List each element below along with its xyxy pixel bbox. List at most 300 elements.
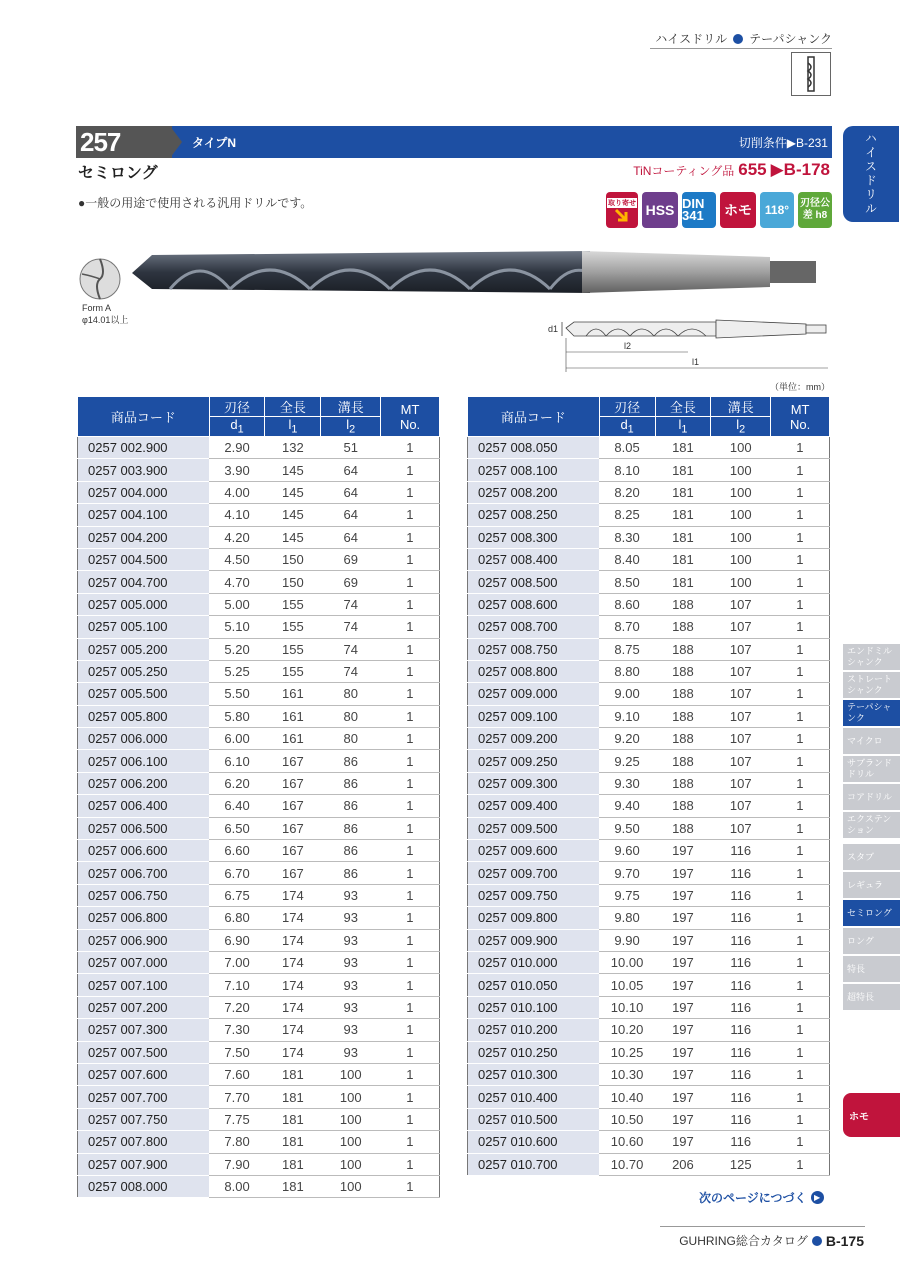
next-page-link[interactable] xyxy=(699,1189,824,1206)
total-length-cell: 197 xyxy=(655,1131,711,1153)
table-row xyxy=(78,504,440,526)
product-code-cell: 0257 010.500 xyxy=(468,1108,600,1130)
total-length-cell: 155 xyxy=(265,638,321,660)
table-row xyxy=(78,437,440,459)
table-row xyxy=(468,459,830,481)
breadcrumb-section: ハイスドリル xyxy=(655,32,728,46)
total-length-cell: 197 xyxy=(655,1041,711,1063)
total-length-cell: 197 xyxy=(655,1108,711,1130)
table-row xyxy=(78,1131,440,1153)
flute-length-cell: 107 xyxy=(711,616,771,638)
footer-divider xyxy=(660,1226,865,1227)
product-code-cell: 0257 006.100 xyxy=(78,750,210,772)
table-row xyxy=(78,638,440,660)
diameter-cell: 9.00 xyxy=(599,683,655,705)
flute-length-cell: 93 xyxy=(321,1041,381,1063)
form-name: Form A xyxy=(82,303,112,313)
total-length-cell: 181 xyxy=(655,526,711,548)
product-code-cell: 0257 004.200 xyxy=(78,526,210,548)
form-range: φ14.01以上 xyxy=(82,315,129,325)
mt-no-cell: 1 xyxy=(771,750,830,772)
product-code-cell: 0257 005.200 xyxy=(78,638,210,660)
total-length-cell: 174 xyxy=(265,951,321,973)
diameter-cell: 8.10 xyxy=(599,459,655,481)
total-length-cell: 155 xyxy=(265,593,321,615)
diameter-cell: 7.00 xyxy=(209,951,265,973)
table-row xyxy=(468,660,830,682)
side-menu-item[interactable]: ストレートシャンク xyxy=(843,672,900,698)
product-code-cell: 0257 009.750 xyxy=(468,884,600,906)
diameter-cell: 5.00 xyxy=(209,593,265,615)
table-row xyxy=(468,795,830,817)
table-row xyxy=(78,616,440,638)
diameter-cell: 9.80 xyxy=(599,907,655,929)
diameter-cell: 8.50 xyxy=(599,571,655,593)
tin-coating-note[interactable] xyxy=(633,160,830,180)
side-menu-item[interactable]: マイクロ xyxy=(843,728,900,754)
flute-length-cell: 116 xyxy=(711,907,771,929)
product-code-cell: 0257 006.000 xyxy=(78,728,210,750)
table-row xyxy=(78,728,440,750)
total-length-cell: 188 xyxy=(655,817,711,839)
product-code-cell: 0257 006.900 xyxy=(78,929,210,951)
diameter-cell: 7.75 xyxy=(209,1108,265,1130)
spec-table-right xyxy=(467,396,830,1176)
next-page-label: 次のページにつづく xyxy=(699,1191,807,1205)
side-tab-hss-drill[interactable]: ハイスドリル xyxy=(843,126,899,222)
total-length-cell: 181 xyxy=(655,548,711,570)
side-menu-item[interactable]: サブランドドリル xyxy=(843,756,900,782)
diameter-cell: 6.90 xyxy=(209,929,265,951)
table-row xyxy=(78,548,440,570)
total-length-cell: 188 xyxy=(655,616,711,638)
product-code-cell: 0257 008.750 xyxy=(468,638,600,660)
flute-length-cell: 93 xyxy=(321,974,381,996)
flute-length-cell: 100 xyxy=(321,1175,381,1197)
flute-length-cell: 100 xyxy=(321,1086,381,1108)
product-code-cell: 0257 008.300 xyxy=(468,526,600,548)
mt-no-cell: 1 xyxy=(381,526,440,548)
mt-no-cell: 1 xyxy=(381,548,440,570)
product-code-cell: 0257 007.200 xyxy=(78,996,210,1018)
flute-length-cell: 116 xyxy=(711,1041,771,1063)
total-length-cell: 181 xyxy=(265,1086,321,1108)
table-row xyxy=(468,974,830,996)
mt-no-cell: 1 xyxy=(771,795,830,817)
product-code-cell: 0257 004.000 xyxy=(78,481,210,503)
diameter-cell: 7.30 xyxy=(209,1019,265,1041)
flute-length-cell: 100 xyxy=(711,571,771,593)
side-menu-item[interactable]: スタブ xyxy=(843,844,900,870)
mt-no-cell: 1 xyxy=(771,1153,830,1175)
total-length-cell: 150 xyxy=(265,548,321,570)
flute-length-cell: 100 xyxy=(711,504,771,526)
product-code-cell: 0257 004.700 xyxy=(78,571,210,593)
mt-no-cell: 1 xyxy=(771,728,830,750)
mt-no-cell: 1 xyxy=(381,481,440,503)
table-row xyxy=(78,526,440,548)
page-number: B-175 xyxy=(825,1232,864,1249)
mt-no-cell: 1 xyxy=(381,1019,440,1041)
total-length-cell: 174 xyxy=(265,1041,321,1063)
mt-no-cell: 1 xyxy=(771,974,830,996)
product-code-cell: 0257 006.750 xyxy=(78,884,210,906)
table-row xyxy=(468,817,830,839)
table-row xyxy=(468,750,830,772)
mt-no-cell: 1 xyxy=(771,817,830,839)
diameter-cell: 6.10 xyxy=(209,750,265,772)
total-length-cell: 145 xyxy=(265,459,321,481)
mt-no-cell: 1 xyxy=(381,571,440,593)
flute-length-cell: 74 xyxy=(321,660,381,682)
col-mt: MT No. xyxy=(381,397,440,437)
table-row xyxy=(468,929,830,951)
spec-table-left xyxy=(77,396,440,1198)
total-length-cell: 145 xyxy=(265,504,321,526)
flute-length-cell: 107 xyxy=(711,638,771,660)
diameter-cell: 5.10 xyxy=(209,616,265,638)
diameter-cell: 10.20 xyxy=(599,1019,655,1041)
table-row xyxy=(468,1131,830,1153)
mt-no-cell: 1 xyxy=(771,437,830,459)
total-length-cell: 167 xyxy=(265,795,321,817)
product-code-cell: 0257 006.500 xyxy=(78,817,210,839)
diameter-cell: 8.25 xyxy=(599,504,655,526)
total-length-cell: 197 xyxy=(655,929,711,951)
table-row xyxy=(468,616,830,638)
table-row xyxy=(78,593,440,615)
table-row xyxy=(468,481,830,503)
flute-length-cell: 74 xyxy=(321,638,381,660)
product-code-cell: 0257 010.600 xyxy=(468,1131,600,1153)
flute-length-cell: 107 xyxy=(711,750,771,772)
total-length-cell: 174 xyxy=(265,929,321,951)
table-row xyxy=(78,951,440,973)
mt-no-cell: 1 xyxy=(381,1041,440,1063)
table-row xyxy=(78,1063,440,1085)
top-divider xyxy=(650,48,832,49)
flute-length-cell: 116 xyxy=(711,996,771,1018)
side-menu-item[interactable]: 特長 xyxy=(843,956,900,982)
total-length-cell: 181 xyxy=(655,459,711,481)
form-a-icon xyxy=(76,256,124,307)
mt-no-cell: 1 xyxy=(771,504,830,526)
mt-no-cell: 1 xyxy=(381,437,440,459)
flute-length-cell: 107 xyxy=(711,593,771,615)
diameter-cell: 4.00 xyxy=(209,481,265,503)
diameter-cell: 7.10 xyxy=(209,974,265,996)
mt-no-cell: 1 xyxy=(381,638,440,660)
table-row xyxy=(468,526,830,548)
total-length-cell: 167 xyxy=(265,750,321,772)
diameter-cell: 6.00 xyxy=(209,728,265,750)
col-l2-sub: $l_2$ xyxy=(711,417,771,437)
table-row xyxy=(78,1019,440,1041)
side-menu-item[interactable]: エクステンション xyxy=(843,812,900,838)
table-row xyxy=(78,929,440,951)
bullet-icon xyxy=(733,34,743,44)
flute-length-cell: 86 xyxy=(321,817,381,839)
breadcrumb xyxy=(655,30,832,47)
total-length-cell: 145 xyxy=(265,481,321,503)
flute-length-cell: 107 xyxy=(711,817,771,839)
diameter-cell: 8.00 xyxy=(209,1175,265,1197)
total-length-cell: 188 xyxy=(655,750,711,772)
col-l1-sub: $l_1$ xyxy=(265,417,321,437)
product-code-cell: 0257 006.700 xyxy=(78,862,210,884)
flute-length-cell: 107 xyxy=(711,660,771,682)
din-badge: DIN 341 xyxy=(682,192,716,228)
flute-length-cell: 125 xyxy=(711,1153,771,1175)
col-l1-sub: $l_1$ xyxy=(655,417,711,437)
mt-no-cell: 1 xyxy=(381,1063,440,1085)
flute-length-cell: 69 xyxy=(321,548,381,570)
total-length-cell: 155 xyxy=(265,660,321,682)
table-row xyxy=(468,1086,830,1108)
table-row xyxy=(78,1041,440,1063)
col-d-sub: $d_1$ xyxy=(209,417,265,437)
total-length-cell: 132 xyxy=(265,437,321,459)
mt-no-cell: 1 xyxy=(381,504,440,526)
product-code-cell: 0257 007.700 xyxy=(78,1086,210,1108)
total-length-cell: 197 xyxy=(655,862,711,884)
total-length-cell: 155 xyxy=(265,616,321,638)
product-code-cell: 0257 009.200 xyxy=(468,728,600,750)
flute-length-cell: 116 xyxy=(711,840,771,862)
diameter-cell: 9.20 xyxy=(599,728,655,750)
header-bar xyxy=(76,126,832,158)
mt-no-cell: 1 xyxy=(381,929,440,951)
product-code-cell: 0257 007.500 xyxy=(78,1041,210,1063)
diameter-cell: 4.10 xyxy=(209,504,265,526)
mt-no-cell: 1 xyxy=(381,772,440,794)
col-l2: 溝長 xyxy=(321,397,381,417)
side-menu-item[interactable]: テーパシャンク xyxy=(843,700,900,726)
mt-no-cell: 1 xyxy=(771,571,830,593)
col-code: 商品コード xyxy=(78,397,210,437)
flute-length-cell: 116 xyxy=(711,1086,771,1108)
flute-length-cell: 64 xyxy=(321,459,381,481)
product-code-cell: 0257 010.200 xyxy=(468,1019,600,1041)
product-code-cell: 0257 008.600 xyxy=(468,593,600,615)
diameter-cell: 10.10 xyxy=(599,996,655,1018)
mt-no-cell: 1 xyxy=(771,459,830,481)
diameter-cell: 8.05 xyxy=(599,437,655,459)
total-length-cell: 188 xyxy=(655,795,711,817)
side-menu-item[interactable]: 超特長 xyxy=(843,984,900,1010)
footer xyxy=(679,1232,864,1249)
total-length-cell: 188 xyxy=(655,593,711,615)
mt-no-cell: 1 xyxy=(381,974,440,996)
product-code-cell: 0257 007.900 xyxy=(78,1153,210,1175)
mt-no-cell: 1 xyxy=(771,840,830,862)
cutting-conditions-link[interactable]: 切削条件▶B-231 xyxy=(738,136,828,150)
diameter-cell: 6.50 xyxy=(209,817,265,839)
total-length-cell: 181 xyxy=(265,1153,321,1175)
flute-length-cell: 100 xyxy=(711,459,771,481)
diameter-cell: 7.20 xyxy=(209,996,265,1018)
diameter-cell: 10.40 xyxy=(599,1086,655,1108)
code-arrow-icon xyxy=(170,126,182,158)
flute-length-cell: 93 xyxy=(321,996,381,1018)
flute-length-cell: 116 xyxy=(711,1108,771,1130)
breadcrumb-subsection: テーパシャンク xyxy=(749,32,832,46)
total-length-cell: 174 xyxy=(265,884,321,906)
flute-length-cell: 74 xyxy=(321,593,381,615)
tin-label: TiNコーティング品 xyxy=(633,164,735,178)
mt-no-cell: 1 xyxy=(771,1086,830,1108)
total-length-cell: 174 xyxy=(265,996,321,1018)
flute-length-cell: 116 xyxy=(711,1019,771,1041)
table-row xyxy=(468,571,830,593)
product-code-cell: 0257 004.100 xyxy=(78,504,210,526)
table-row xyxy=(468,437,830,459)
table-row xyxy=(468,593,830,615)
flute-length-cell: 100 xyxy=(711,548,771,570)
total-length-cell: 197 xyxy=(655,974,711,996)
mt-no-cell: 1 xyxy=(381,705,440,727)
total-length-cell: 181 xyxy=(265,1131,321,1153)
side-menu-item[interactable]: ロング xyxy=(843,928,900,954)
total-length-cell: 181 xyxy=(655,571,711,593)
mt-no-cell: 1 xyxy=(381,1108,440,1130)
total-length-cell: 167 xyxy=(265,862,321,884)
product-code-cell: 0257 010.700 xyxy=(468,1153,600,1175)
mt-no-cell: 1 xyxy=(771,683,830,705)
side-menu-item[interactable]: エンドミルシャンク xyxy=(843,644,900,670)
tin-page: ▶B-178 xyxy=(770,160,830,179)
table-row xyxy=(78,705,440,727)
product-code-cell: 0257 009.700 xyxy=(468,862,600,884)
table-row xyxy=(468,884,830,906)
side-menu-item[interactable]: レギュラ xyxy=(843,872,900,898)
product-code-cell: 0257 008.050 xyxy=(468,437,600,459)
side-tab-homo[interactable]: ホモ xyxy=(843,1093,900,1137)
product-series-code: 257 xyxy=(76,126,172,158)
col-l1: 全長 xyxy=(655,397,711,417)
flute-length-cell: 86 xyxy=(321,862,381,884)
mt-no-cell: 1 xyxy=(771,526,830,548)
product-code-cell: 0257 006.200 xyxy=(78,772,210,794)
unit-label: （単位：mm） xyxy=(770,382,830,392)
product-code-cell: 0257 008.800 xyxy=(468,660,600,682)
total-length-cell: 197 xyxy=(655,1086,711,1108)
total-length-cell: 174 xyxy=(265,907,321,929)
diameter-cell: 8.70 xyxy=(599,616,655,638)
table-row xyxy=(78,862,440,884)
tin-code: 655 xyxy=(738,160,767,179)
diameter-cell: 5.25 xyxy=(209,660,265,682)
total-length-cell: 181 xyxy=(655,481,711,503)
diameter-cell: 9.40 xyxy=(599,795,655,817)
col-l2: 溝長 xyxy=(711,397,771,417)
table-row xyxy=(468,996,830,1018)
table-row xyxy=(78,660,440,682)
diameter-cell: 6.70 xyxy=(209,862,265,884)
mt-no-cell: 1 xyxy=(381,728,440,750)
product-code-cell: 0257 005.250 xyxy=(78,660,210,682)
diameter-cell: 9.70 xyxy=(599,862,655,884)
diameter-cell: 10.25 xyxy=(599,1041,655,1063)
table-row xyxy=(78,1086,440,1108)
product-code-cell: 0257 010.300 xyxy=(468,1063,600,1085)
table-row xyxy=(468,840,830,862)
flute-length-cell: 116 xyxy=(711,862,771,884)
product-code-cell: 0257 005.500 xyxy=(78,683,210,705)
tolerance-badge: 刃径公差 h8 xyxy=(798,192,832,228)
mt-no-cell: 1 xyxy=(381,750,440,772)
form-caption xyxy=(82,302,128,326)
product-code-cell: 0257 009.600 xyxy=(468,840,600,862)
type-label: タイプN xyxy=(192,136,237,150)
mt-no-cell: 1 xyxy=(771,638,830,660)
diameter-cell: 8.80 xyxy=(599,660,655,682)
flute-length-cell: 100 xyxy=(711,481,771,503)
diameter-cell: 10.00 xyxy=(599,951,655,973)
total-length-cell: 197 xyxy=(655,907,711,929)
diameter-cell: 9.50 xyxy=(599,817,655,839)
mt-no-cell: 1 xyxy=(771,1041,830,1063)
table-row xyxy=(468,705,830,727)
product-code-cell: 0257 008.000 xyxy=(78,1175,210,1197)
flute-length-cell: 93 xyxy=(321,1019,381,1041)
side-category-menu xyxy=(843,644,900,1012)
table-row xyxy=(78,772,440,794)
side-menu-item[interactable]: セミロング xyxy=(843,900,900,926)
point-angle-badge: 118° xyxy=(760,192,794,228)
diameter-cell: 7.70 xyxy=(209,1086,265,1108)
flute-length-cell: 116 xyxy=(711,884,771,906)
mt-no-cell: 1 xyxy=(771,929,830,951)
total-length-cell: 161 xyxy=(265,705,321,727)
flute-length-cell: 116 xyxy=(711,1131,771,1153)
total-length-cell: 167 xyxy=(265,840,321,862)
total-length-cell: 197 xyxy=(655,1019,711,1041)
total-length-cell: 181 xyxy=(655,437,711,459)
total-length-cell: 188 xyxy=(655,772,711,794)
col-mt: MT No. xyxy=(771,397,830,437)
catalog-name: GUHRING総合カタログ xyxy=(679,1234,808,1248)
flute-length-cell: 86 xyxy=(321,772,381,794)
mt-no-cell: 1 xyxy=(771,1019,830,1041)
total-length-cell: 197 xyxy=(655,1063,711,1085)
product-code-cell: 0257 009.400 xyxy=(468,795,600,817)
mt-no-cell: 1 xyxy=(381,884,440,906)
total-length-cell: 197 xyxy=(655,996,711,1018)
product-code-cell: 0257 010.000 xyxy=(468,951,600,973)
dimension-diagram xyxy=(546,314,836,381)
product-code-cell: 0257 010.100 xyxy=(468,996,600,1018)
mt-no-cell: 1 xyxy=(381,660,440,682)
table-row xyxy=(78,840,440,862)
diameter-cell: 5.80 xyxy=(209,705,265,727)
diameter-cell: 10.30 xyxy=(599,1063,655,1085)
total-length-cell: 174 xyxy=(265,1019,321,1041)
flute-length-cell: 116 xyxy=(711,974,771,996)
total-length-cell: 161 xyxy=(265,683,321,705)
diameter-cell: 6.40 xyxy=(209,795,265,817)
total-length-cell: 167 xyxy=(265,817,321,839)
diameter-cell: 9.30 xyxy=(599,772,655,794)
table-row xyxy=(78,571,440,593)
total-length-cell: 188 xyxy=(655,705,711,727)
diameter-cell: 4.20 xyxy=(209,526,265,548)
product-code-cell: 0257 007.100 xyxy=(78,974,210,996)
diameter-cell: 10.70 xyxy=(599,1153,655,1175)
side-menu-item[interactable]: コアドリル xyxy=(843,784,900,810)
table-row xyxy=(78,907,440,929)
total-length-cell: 150 xyxy=(265,571,321,593)
